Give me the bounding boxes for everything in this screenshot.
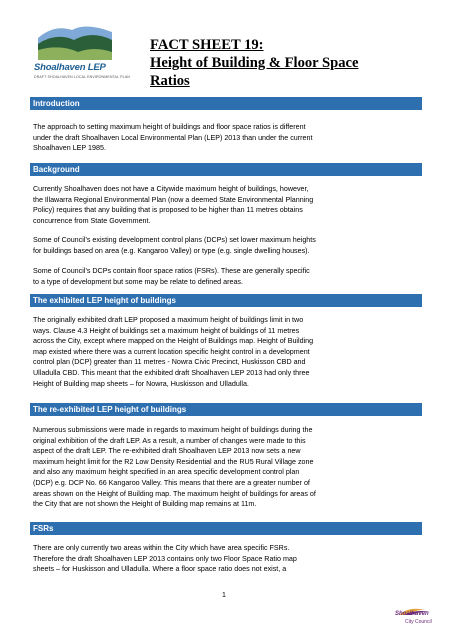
text-line: Some of Council’s DCPs contain floor space ratios (FSRs). These are generally specific (33, 267, 310, 275)
text-line: aspect of the draft LEP. The re-exhibited draft Shoalhaven LEP 2013 now sets a new (33, 447, 301, 456)
title-line: FACT SHEET 19: (150, 37, 264, 53)
background-paragraph-2 (33, 235, 421, 256)
council-subtitle: City Council (405, 619, 432, 625)
text-line: The approach to setting maximum height of buildings and floor space ratios is different (33, 123, 306, 131)
section-heading-exhibited: The exhibited LEP height of buildings (30, 294, 422, 307)
section-heading-introduction: Introduction (30, 97, 422, 110)
text-line: ways. Clause 4.3 Height of buildings set a maximum height of buildings of 11 metres (33, 326, 300, 335)
text-line: Therefore the draft Shoalhaven LEP 2013 contains only two Floor Space Ratio map (33, 554, 297, 563)
text-line: There are only currently two areas within the City which have area specific FSRs. (33, 544, 290, 552)
reexhibited-paragraph (33, 425, 421, 510)
text-line: Some of Council’s existing development control plans (DCPs) set lower maximum heights (33, 236, 316, 244)
text-line: and also any maximum height specified in an area specific development control plan (33, 468, 300, 477)
text-line: control plan (DCP) greater than 11 metres - Nowra Civic Precinct, Huskisson CBD and (33, 358, 306, 367)
text-line: the City that are not shown the Height of Building map remains at 11m. (33, 500, 257, 509)
background-paragraph-3 (33, 266, 421, 287)
text-line: Shoalhaven LEP 1985. (33, 144, 106, 153)
text-line: Ulladulla CBD. This meant that the exhibited draft Shoalhaven LEP 2013 had only three (33, 368, 310, 377)
fsrs-paragraph (33, 543, 421, 575)
text-line: Height of Building map sheets – for Nowra, Huskisson and Ulladulla. (33, 379, 249, 388)
text-line: to a type of development but some may be relate to defined areas. (33, 277, 243, 286)
text-line: (DCP) e.g. DCP No. 66 Kangaroo Valley. This means that there are a greater number of (33, 478, 310, 487)
text-line: maximum height limit for the R2 Low Density Residential and the RU5 Rural Village zone (33, 457, 314, 466)
text-line: sheets – for Huskisson and Ulladulla. Where a floor space ratio does not exist, a (33, 565, 287, 574)
title-line: Height of Building & Floor Space (150, 55, 359, 71)
title-line: Ratios (150, 73, 190, 89)
text-line: original exhibition of the draft LEP. As a result, a number of changes were made to this (33, 436, 306, 445)
page-number: 1 (222, 592, 226, 599)
text-line: Currently Shoalhaven does not have a Citywide maximum height of buildings, however, (33, 185, 309, 193)
exhibited-paragraph (33, 315, 421, 389)
shoalhaven-city-council-logo (395, 603, 435, 629)
text-line: map existed where there was a current location specific height control in a development (33, 347, 310, 356)
text-line: areas shown on the Height of Building map. The maximum height of buildings for areas of (33, 489, 316, 498)
text-line: the Illawarra Regional Environmental Plan (now a deemed State Environmental Planning (33, 195, 314, 204)
text-line: under the draft Shoalhaven Local Environmental Plan (LEP) 2013 than under the current (33, 133, 313, 142)
section-heading-background: Background (30, 163, 422, 176)
background-paragraph-1 (33, 184, 421, 226)
text-line: for buildings based on area (e.g. Kangaroo Valley) or type (e.g. single dwelling houses). (33, 246, 310, 255)
text-line: The originally exhibited draft LEP proposed a maximum height of buildings limit in two (33, 316, 304, 324)
text-line: across the City, except where mapped on the Height of Buildings map. Height of Building (33, 337, 314, 346)
landscape-logo-graphic (34, 18, 116, 62)
logo-wordmark: Shoalhaven LEP (34, 62, 106, 73)
page-title (150, 36, 420, 90)
section-heading-reexhibited: The re-exhibited LEP height of buildings (30, 403, 422, 416)
introduction-paragraph (33, 122, 421, 154)
text-line: Numerous submissions were made in regards to maximum height of buildings during the (33, 426, 313, 434)
section-heading-fsrs: FSRs (30, 522, 422, 535)
text-line: concurrence from State Government. (33, 216, 151, 225)
shoalhaven-lep-logo (34, 18, 130, 84)
council-wordmark: Shoalhaven (395, 611, 429, 617)
text-line: Policy) requires that any building that is proposed to be higher than 11 metres obtains (33, 206, 303, 215)
logo-tagline: DRAFT SHOALHAVEN LOCAL ENVIRONMENTAL PLAN (34, 75, 130, 79)
